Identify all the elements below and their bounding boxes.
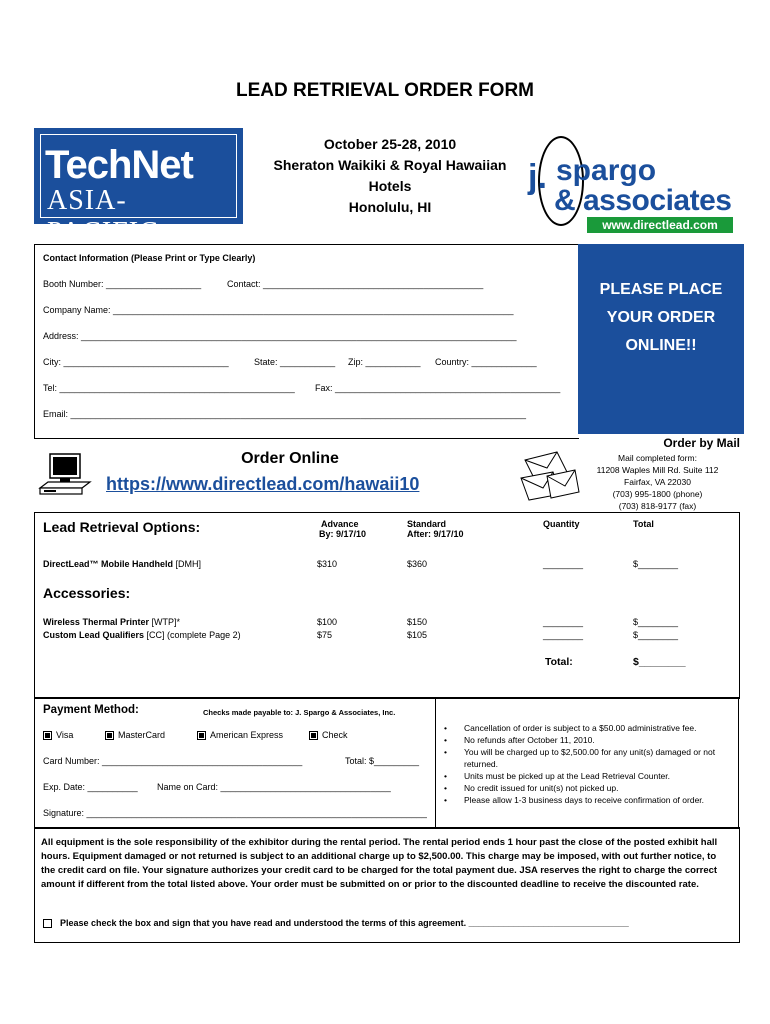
checks-payable-note: Checks made payable to: J. Spargo & Associates, Inc. xyxy=(203,708,396,717)
item-name: Custom Lead Qualifiers xyxy=(43,630,145,640)
event-dates: October 25-28, 2010 xyxy=(323,136,457,152)
logo-associates: & associates xyxy=(554,184,732,217)
order-online-link[interactable]: https://www.directlead.com/hawaii10 xyxy=(106,474,420,494)
col-quantity: Quantity xyxy=(543,519,580,529)
amex-label: American Express xyxy=(210,730,284,740)
state-field[interactable]: State: ___________ xyxy=(254,357,336,367)
col-advance-label: Advance xyxy=(321,519,359,529)
grand-total-field[interactable]: $________ xyxy=(633,656,686,668)
item-name: DirectLead™ Mobile Handheld xyxy=(43,559,174,569)
mastercard-checkbox[interactable] xyxy=(105,731,114,740)
address-field[interactable]: Address: _______________________________________________________________________________________ xyxy=(43,331,517,341)
mail-envelopes-icon xyxy=(517,450,581,502)
item-advance-price: $100 xyxy=(317,617,338,627)
term-item: • No refunds after October 11, 2010. xyxy=(464,734,738,746)
visa-checkbox[interactable] xyxy=(43,731,52,740)
term-item: • You will be charged up to $2,500.00 for any unit(s) damaged or not returned. xyxy=(464,746,738,770)
item-code: [DMH] xyxy=(175,559,202,569)
item-total-field[interactable]: $________ xyxy=(633,559,679,569)
callout-line-3: ONLINE!! xyxy=(625,337,697,354)
visa-label: Visa xyxy=(56,730,74,740)
contact-field[interactable]: Contact: ____________________________________________ xyxy=(227,279,484,289)
name-on-card-field[interactable]: Name on Card: __________________________________ xyxy=(157,782,391,792)
payment-heading: Payment Method: xyxy=(43,704,139,716)
agreement-checkbox[interactable] xyxy=(43,919,52,928)
logo-spargo: spargo xyxy=(556,154,657,187)
col-advance xyxy=(319,519,366,539)
item-advance-price: $310 xyxy=(317,559,338,569)
city-field[interactable]: City: _________________________________ xyxy=(43,357,229,367)
callout-line-1: PLEASE PLACE xyxy=(599,281,723,298)
item-advance-price: $75 xyxy=(317,630,333,640)
agreement-text: All equipment is the sole responsibility of the exhibitor during the rental period. The rental period ends 1 hour past the close of the posted exhibit hall hours. Equipment damaged or not returned is subject to an additional charge up to $2,500.00. This charge may be imposed, with out further notice, to the credit card on file. Your signature authorizes your credit card to be charged for the total payment due. JSA reserves the right to charge the correct amount if different from the total listed above. Your order must be submitted on or prior to the discounted deadline to receive the discounted rate. xyxy=(41,837,718,890)
term-item: • No credit issued for unit(s) not picked up. xyxy=(464,782,738,794)
item-standard-price: $105 xyxy=(407,630,428,640)
email-field[interactable]: Email: ___________________________________________________________________________________________ xyxy=(43,409,526,419)
logo-j: j. xyxy=(528,158,547,196)
item-thermal-printer xyxy=(43,617,180,627)
col-total: Total xyxy=(633,519,654,529)
term-item: • Cancellation of order is subject to a $50.00 administrative fee. xyxy=(464,722,738,734)
event-venue-1: Sheraton Waikiki & Royal Hawaiian xyxy=(273,157,507,173)
mail-line: (703) 995-1800 (phone) xyxy=(612,489,703,499)
item-standard-price: $150 xyxy=(407,617,428,627)
grand-total-label: Total: xyxy=(545,656,573,668)
country-field[interactable]: Country: _____________ xyxy=(435,357,537,367)
terms-list xyxy=(434,722,738,806)
options-heading: Lead Retrieval Options: xyxy=(43,519,201,535)
technet-logo-text: TechNet xyxy=(45,143,193,187)
form-title: LEAD RETRIEVAL ORDER FORM xyxy=(235,80,535,101)
computer-icon xyxy=(38,452,94,498)
payment-method-section xyxy=(34,697,436,829)
asia-pacific-logo-text: ASIA-PACIFIC xyxy=(47,185,159,248)
contact-information-section xyxy=(34,244,579,439)
booth-number-field[interactable]: Booth Number: ___________________ xyxy=(43,279,202,289)
payment-total-field[interactable]: Total: $_________ xyxy=(345,756,420,766)
mastercard-option[interactable] xyxy=(105,730,165,740)
item-total-field[interactable]: $________ xyxy=(633,630,679,640)
fax-field[interactable]: Fax: _____________________________________________ xyxy=(315,383,561,393)
signature-field[interactable]: Signature: ____________________________________________________________________ xyxy=(43,808,427,818)
mastercard-label: MasterCard xyxy=(118,730,166,740)
mail-line: (703) 818-9177 (fax) xyxy=(618,501,697,511)
card-number-field[interactable]: Card Number: ________________________________________ xyxy=(43,756,303,766)
item-code: [CC] (complete Page 2) xyxy=(146,630,241,640)
exp-date-field[interactable]: Exp. Date: __________ xyxy=(43,782,138,792)
agreement-section xyxy=(34,827,740,943)
check-label: Check xyxy=(322,730,348,740)
jspargo-logo xyxy=(528,132,740,236)
terms-section xyxy=(434,697,739,829)
col-standard-label: Standard xyxy=(407,519,447,529)
event-city: Honolulu, HI xyxy=(348,199,432,215)
visa-option[interactable] xyxy=(43,730,73,740)
event-venue-2: Hotels xyxy=(368,178,412,194)
event-info xyxy=(250,134,530,218)
amex-checkbox[interactable] xyxy=(197,731,206,740)
agreement-checkbox-row[interactable] xyxy=(43,918,629,928)
item-total-field[interactable]: $________ xyxy=(633,617,679,627)
accessories-heading: Accessories: xyxy=(43,585,131,601)
item-name: Wireless Thermal Printer xyxy=(43,617,149,627)
logo-url: www.directlead.com xyxy=(587,217,733,233)
order-online-callout xyxy=(578,244,744,434)
item-standard-price: $360 xyxy=(407,559,428,569)
item-code: [WTP]* xyxy=(151,617,180,627)
agreement-checkbox-label: Please check the box and sign that you have read and understood the terms of this agreement. ________________________________ xyxy=(60,918,629,928)
check-option[interactable] xyxy=(309,730,348,740)
mail-address-block xyxy=(585,452,730,512)
mail-line: Fairfax, VA 22030 xyxy=(624,477,691,487)
col-standard-date: After: 9/17/10 xyxy=(407,529,464,539)
col-standard xyxy=(407,519,464,539)
callout-line-2: YOUR ORDER xyxy=(606,309,716,326)
col-advance-date: By: 9/17/10 xyxy=(319,529,367,539)
lead-retrieval-options-section xyxy=(34,512,740,699)
item-lead-qualifiers xyxy=(43,630,241,640)
item-quantity-field[interactable]: ________ xyxy=(543,617,584,627)
item-quantity-field[interactable]: ________ xyxy=(543,559,584,569)
term-item: • Please allow 1-3 business days to receive confirmation of order. xyxy=(464,794,738,806)
contact-heading: Contact Information (Please Print or Type Clearly) xyxy=(43,253,256,263)
tel-field[interactable]: Tel: _______________________________________________ xyxy=(43,383,295,393)
order-by-mail-heading: Order by Mail xyxy=(663,436,740,450)
item-mobile-handheld xyxy=(43,559,201,569)
term-item: • Units must be picked up at the Lead Retrieval Counter. xyxy=(464,770,738,782)
check-checkbox[interactable] xyxy=(309,731,318,740)
order-online-label: Order Online xyxy=(241,450,339,467)
zip-field[interactable]: Zip: ___________ xyxy=(348,357,421,367)
mail-line: Mail completed form: xyxy=(618,453,697,463)
technet-logo xyxy=(34,128,243,248)
item-quantity-field[interactable]: ________ xyxy=(543,630,584,640)
amex-option[interactable] xyxy=(197,730,283,740)
mail-line: 11208 Waples Mill Rd. Suite 112 xyxy=(596,465,719,475)
company-name-field[interactable]: Company Name: ________________________________________________________________________________ xyxy=(43,305,514,315)
